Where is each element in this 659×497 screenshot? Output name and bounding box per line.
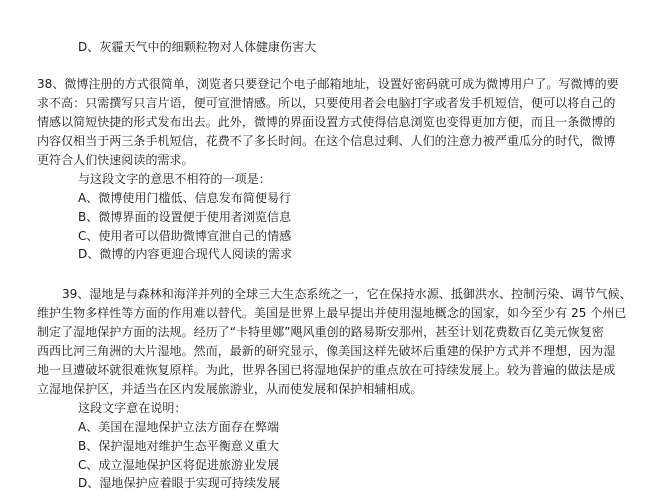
q38-option-c[interactable]: C、使用者可以借助微博宣泄自己的情感 <box>78 229 292 243</box>
q38-paragraph-line: 内容仅相当于两三条手机短信，花费不了多长时间。在这个信息过剩、人们的注意力被严重瓜分的时代，微博 <box>37 134 616 148</box>
q39-option-a[interactable]: A、美国在湿地保护立法方面存在弊端 <box>78 420 280 434</box>
q39-paragraph-line: 维护生物多样性等方面的作用难以替代。美国是世界上最早提出并使用湿地概念的国家，如今至少有 25 个州已 <box>37 306 627 320</box>
prev-option-d: D、灰霾天气中的细颗粒物对人体健康伤害大 <box>78 40 317 54</box>
q38-paragraph-line: 38、微博注册的方式很简单，浏览者只要登记个电子邮箱地址，设置好密码就可成为微博用户了。写微博的要 <box>37 77 619 91</box>
q39-option-d[interactable]: D、湿地保护应着眼于实现可持续发展 <box>78 476 281 490</box>
q38-option-b[interactable]: B、微博界面的设置便于使用者浏览信息 <box>78 210 292 224</box>
q39-paragraph-line: 39、湿地是与森林和海洋并列的全球三大生态系统之一，它在保持水源、抵御洪水、控制污染、调节气候、 <box>62 287 632 301</box>
q38-option-d[interactable]: D、微博的内容更迎合现代人阅读的需求 <box>78 247 293 261</box>
q39-paragraph-line: 立湿地保护区，并适当在区内发展旅游业，从而使发展和保护相辅相成。 <box>37 382 423 396</box>
q38-paragraph-line: 求不高：只需撰写只言片语，便可宣泄情感。所以，只要使用者会电脑打字或者发手机短信，便可以将自己的 <box>37 96 616 110</box>
q39-paragraph-line: 制定了湿地保护方面的法规。经历了“卡特里娜”飓风重创的路易斯安那州，甚至计划花费数百亿美元恢复密 <box>37 325 604 339</box>
q39-option-c[interactable]: C、成立湿地保护区将促进旅游业发展 <box>78 458 280 472</box>
q38-paragraph-line: 情感以简短快捷的形式发布出去。此外，微博的界面设置方式使得信息浏览也变得更加方便，而且一条微博的 <box>37 115 616 129</box>
q38-stem: 与这段文字的意思不相符的一项是： <box>78 172 271 186</box>
q39-paragraph-line: 地一旦遭破坏就很难恢复原样。为此，世界各国已将湿地保护的重点放在可持续发展上。较为普遍的做法是成 <box>37 363 616 377</box>
q39-stem: 这段文字意在说明： <box>78 401 187 415</box>
q39-option-b[interactable]: B、保护湿地对维护生态平衡意义重大 <box>78 439 280 453</box>
q39-paragraph-line: 西西比河三角洲的大片湿地。然而，最新的研究显示，像美国这样先破坏后重建的保护方式并不理想，因为湿 <box>37 344 616 358</box>
q38-paragraph-line: 更符合人们快速阅读的需求。 <box>37 153 194 167</box>
q38-option-a[interactable]: A、微博使用门槛低、信息发布简便易行 <box>78 191 292 205</box>
